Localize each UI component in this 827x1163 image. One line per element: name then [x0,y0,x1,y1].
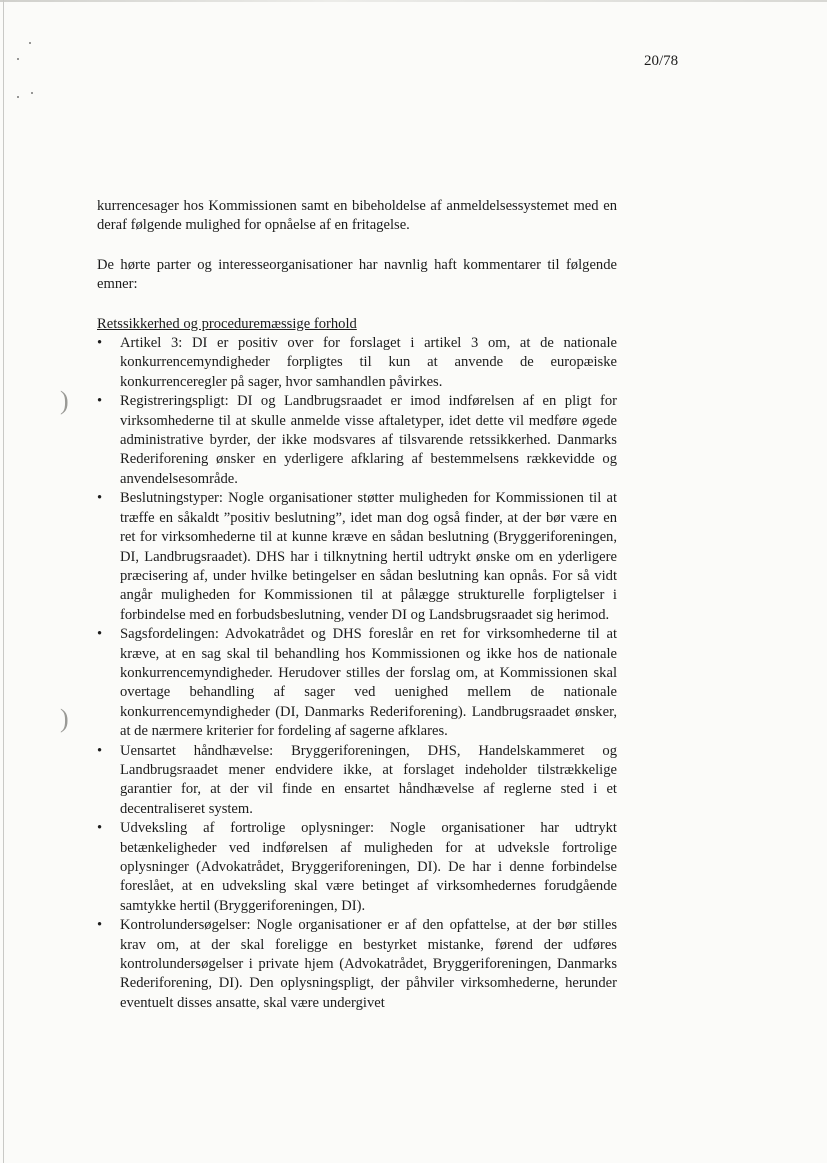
scan-speck [17,58,19,60]
punch-hole-mark: ) [60,386,69,415]
bullet-icon: • [97,626,103,643]
list-item-text: Registreringspligt: DI og Landbrugsraadet er imod indførelsen af en pligt for virksomhederne til at skulle anmelde visse aftaletyper, idet dette vil medføre øgede administrative byrder, der ikke modsvares af tilsvarende retssikkerhed. Danmarks Rederiforening ønsker en yderligere afklaring af bestemmelsens rækkevidde og anvendelsesområde. [120,393,617,487]
list-item [97,392,617,489]
document-body [97,197,617,1013]
bullet-icon: • [97,820,103,837]
bullet-icon: • [97,917,103,934]
scan-left-edge [3,0,4,1163]
bullet-list [97,334,617,1013]
section-heading: Retssikkerhed og proceduremæssige forhold [97,315,357,332]
bullet-icon: • [97,393,103,410]
list-item-text: Sagsfordelingen: Advokatrådet og DHS foreslår en ret for virksomhederne til at kræve, at en sag skal til behandling hos Kommissionen og ikke hos de nationale konkurrencemyndigheder. Herudover stilles der forslag om, at Kommissionen skal overtage behandling af sager ved uenighed mellem de nationale konkurrencemyndigheder (DI, Danmarks Rederiforening). Landbrugsraadet ønsker, at de nærmere kriterier for fordeling af sagerne afklares. [120,626,617,740]
page-number: 20/78 [644,53,679,69]
list-item [97,916,617,1013]
punch-hole-mark: ) [60,704,69,733]
list-item [97,489,617,625]
list-item [97,625,617,741]
bullet-icon: • [97,335,103,352]
list-item-text: Artikel 3: DI er positiv over for forslaget i artikel 3 om, at de nationale konkurrencemyndigheder forpligtes til kun at anvende de europæiske konkurrenceregler på sager, hvor samhandlen påvirkes. [120,335,617,390]
bullet-icon: • [97,742,103,759]
list-item-text: Beslutningstyper: Nogle organisationer støtter muligheden for Kommissionen til at træffe en såkaldt ”positiv beslutning”, idet man dog også finder, at der bør være en ret for virksomhederne til at kunne kræve en sådan beslutning (Bryggeriforeningen, DI, Landbrugsraadet). DHS har i tilknytning hertil udtrykt ønske om en yderligere præcisering af, under hvilke betingelser en sådan beslutning kan opnås. For så vidt angår muligheden for Kommissionen til at pålægge strukturelle forpligtelser i forbindelse med en forbudsbeslutning, vender DI og Landsbrugsraadet sig herimod. [120,490,617,623]
list-item [97,819,617,916]
paragraph: kurrencesager hos Kommissionen samt en bibeholdelse af anmeldelsessystemet med en deraf følgende mulighed for opnåelse af en fritagelse. [97,198,617,234]
scan-speck [29,42,31,44]
list-item-text: Udveksling af fortrolige oplysninger: Nogle organisationer har udtrykt betænkeligheder ved indførelsen af muligheden for at udveksle fortrolige oplysninger (Advokatrådet, Bryggeriforeningen, DI). De har i denne forbindelse foreslået, at en udveksling skal være betinget af virksomhedernes forudgående samtykke hertil (Bryggeriforeningen, DI). [120,820,617,914]
scan-speck [31,92,33,94]
list-item-text: Kontrolundersøgelser: Nogle organisationer er af den opfattelse, at der bør stilles krav om, at der skal foreligge en bestyrket mistanke, førend der udføres kontrolundersøgelser i private hjem (Advokatrådet, Bryggeriforeningen, Danmarks Rederiforening, DI). Den oplysningspligt, der påhviler virksomhederne, herunder eventuelt disses ansatte, skal være undergivet [120,917,617,1011]
bullet-icon: • [97,490,103,507]
scan-top-edge [0,0,827,2]
list-item-text: Uensartet håndhævelse: Bryggeriforeningen, DHS, Handelskammeret og Landbrugsraadet mener endvidere ikke, at forslaget indeholder tilstrækkelige garantier for, at der vil finde en ensartet håndhævelse af reglerne sted i et decentraliseret system. [120,742,617,817]
paragraph: De hørte parter og interesseorganisationer har navnlig haft kommentarer til følgende emner: [97,256,617,293]
list-item [97,742,617,820]
scan-speck [17,96,19,98]
list-item [97,334,617,392]
